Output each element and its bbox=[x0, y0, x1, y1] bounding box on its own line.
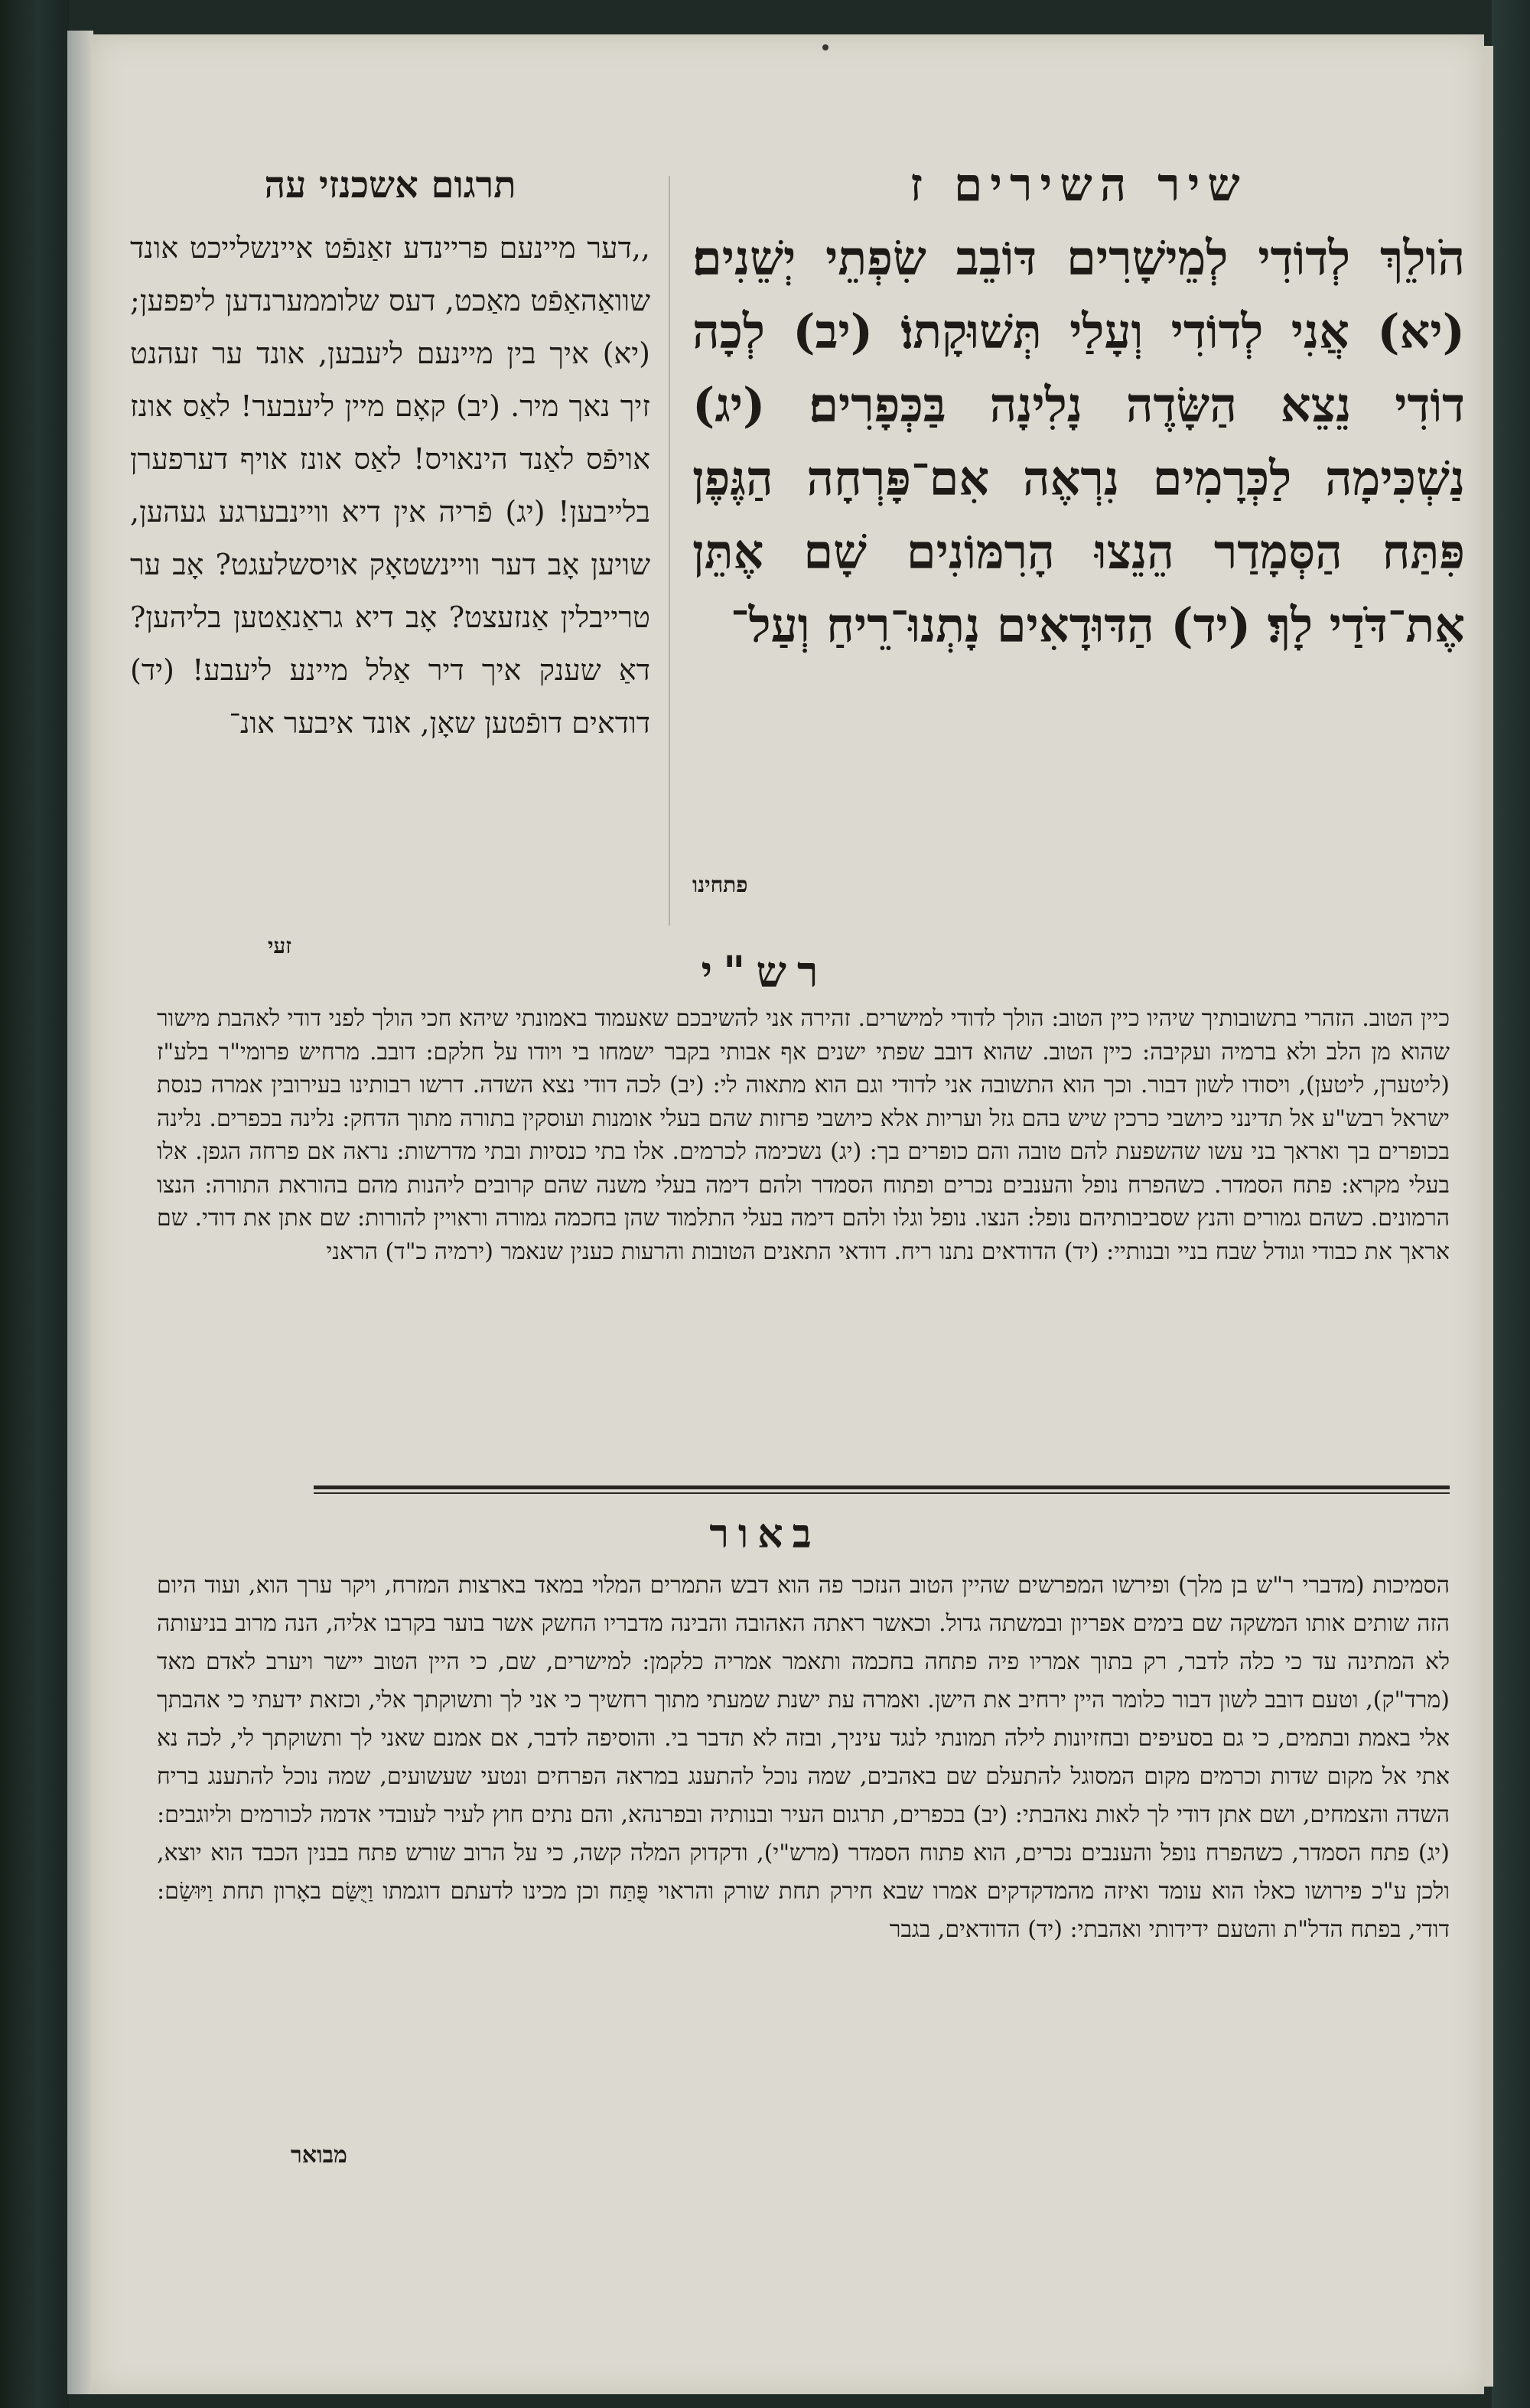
right-header: שיר השירים ז bbox=[910, 158, 1248, 212]
column-divider bbox=[669, 176, 670, 926]
section-rule bbox=[314, 1485, 1450, 1489]
ink-dot bbox=[822, 44, 828, 50]
book-cover-right bbox=[1492, 0, 1530, 2408]
bible-column bbox=[692, 153, 1465, 918]
book-cover-left bbox=[0, 0, 69, 2408]
right-catchword: פתחינו bbox=[692, 872, 748, 897]
section-rule-thin bbox=[314, 1492, 1450, 1494]
biur-title: באור bbox=[709, 1511, 821, 1557]
rashi-title: רש"י bbox=[701, 947, 829, 997]
rashi-commentary: כיין הטוב. הזהרי בתשובותיך שיהיו כיין הטוב: הולך לדודי למישרים. זהירה אני להשיבכם שאעמוד באמונתי שיהא חכי הולך לפני דודי לאהבת מישור שהוא מן הלב ולא ברמיה ועקיבה: כיין הטוב. שהוא דובב שפתי ישנים אף אבותי בקבר ישמחו בי ויודו על חלקם: דובב. מרחיש פרומי"ר בלע"ז (ליטערן, ליטען), ויסודו לשון דבור. וכך הוא התשובה אני לדודי וגם הוא מתאוה לי: (יב) לכה דודי נצא השדה. דרשו רבותינו בעירובין אמרה כנסת ישראל רבש"ע אל תדינני כיושבי כרכין שיש בהם גזל ועריות אלא כיושבי פרזות שהם בעלי אומנות ועוסקין בתורה מתוך הדחק: נלינה בכפרים. נלינה בכופרים בך ואראך בני עשו שהשפעת להם טובה והם כופרים בך: (יג) נשכימה לכרמים. אלו בתי כנסיות ובתי מדרשות: נראה אם פרחה הגפן. אלו בעלי מקרא: פתח הסמדר. כשהפרח נופל והענבים נכרים ופתוח הסמדר ולהם דימה בעלי משנה שהם קרובים ליהנות מהם בהוראת התורה: הנצו הרמונים. כשהם גמורים והנץ שסביבותיהם נופל: הנצו. נופל וגלו ולהם דימה בעלי התלמוד שהן בחכמה גמורה וראויין להורות: שם אתן את דודי. שם אראך את כבודי וגודל שבח בניי ובנותיי: (יד) הדודאים נתנו ריח. דודאי התאנים הטובות והרעות כענין שנאמר (ירמיה כ"ד) הראני bbox=[157, 1005, 1450, 1265]
left-catchword: זעי bbox=[268, 933, 291, 958]
translation-column bbox=[130, 153, 650, 949]
bottom-catchword: מבואר bbox=[291, 2142, 347, 2169]
page-edge bbox=[1484, 46, 1493, 2387]
biur-commentary: הסמיכות (מדברי ר"ש בן מלך) ופירשו המפרשים שהיין הטוב הנזכר פה הוא דבש התמרים המלוי במאד בארצות המזרח, ויקר ערך הוא, ועוד היום הזה שותים אותו המשקה שם בימים אפריון ובמשתה גדול. וכאשר ראתה האהובה והבינה מדבריו החשק אשר בוער בקרבו אליה, הנה מרוב בניעותה לא המתינה עד כי כלה לדבר, רק בתוך אמריו פיה פתחה בחכמה ותאמר אמריה כלקמן: למישרים, שם, כי היין הטוב יישר ויערב לאדם מאד (מרד"ק), וטעם דובב לשון דבור כלומר היין ירחיב את הישן. ואמרה עת ישנת שמעתי מתוך רחשיך כי אני לך ותשוקתך אלי, וכזאת ידעתי כי אהבתך אלי באמת ובתמים, כי גם בסעיפים ובחזיונות לילה תמונתי לנגד עיניך, ובזה לא תדבר בי. והוסיפה לדבר, אם אמנם שאני לך ותשוקתך לי, לכה נא אתי אל מקום שדות וכרמים מקום המסוגל להתעלם שם באהבים, שמה נוכל להתענג במראה הפרחים ונטעי שעשועים, שמה נוכל להתענג בריח השדה והצמחים, ושם אתן דודי לך לאות נאהבתי: (יב) בכפרים, תרגום העיר ובנותיה ובפרנהא, והם נתים חוץ לעיר לעובדי אדמה לכורמים וליוגבים: (יג) פתח הסמדר, כשהפרח נופל והענבים נכרים, הוא פתוח הסמדר (מרש"י), ודקדוק המלה קשה, כי על הרוב שורש פתח בבנין הכבד הוא יוצא, ולכן ע"כ פירושו כאלו הוא עומד ואיזה מהמדקדקים אמרו שבא חירק תחת שורק והראוי פֻּתַּח וכן מכינו לדעתם דוגמתו וַיֻּשַּׂם באָרון תחת וַיּוּשַׂם: דודי, בפתח הדל"ת והטעם ידידותי ואהבתי: (יד) הדודאים, בגבר bbox=[157, 1572, 1450, 1943]
book-gutter bbox=[67, 31, 93, 2394]
bible-text: הֹולֵךְ לְדוֹדִי לְמֵישָׁרִים דּוֹבֵב שִׂפְתֵי יְשֵׁנִים׃ (יא) אֲנִי לְדוֹדִי וְעָלַי תְּשׁוּקָתוֹ׃ (יב) לְכָה דוֹדִי נֵצֵא הַשָּׂדֶה נָלִינָה בַּכְּפָרִים׃ (יג) נַשְׁכִּימָה לַכְּרָמִים נִרְאֶה אִם־פָּרְחָה הַגֶּפֶן פִּתַּח הַסְּמָדַר הֵנֵצוּ הָרִמּוֹנִים שָׁם אֶתֵּן אֶת־דֹּדַי לָךְ׃ (יד) הַדּוּדָאִים נָתְנוּ־רֵיחַ וְעַל־ bbox=[692, 230, 1465, 653]
yiddish-translation: ,,דער מיינעם פריינדע זאַנפֿט איינשלייכט אונד שוואַהאַפֿט מאַכט, דעס שלוממערנדען ליפפען; (יא) איך בין מיינעם ליעבען, אונד ער זעהנט זיך נאך מיר. (יב) קאָם מיין ליעבער! לאַס אונז אויפֿס לאַנד הינאויס! לאַס אונז אויף דערפערן בלייבען! (יג) פֿריה אין דיא וויינבערגע געהען, שויען אָב דער וויינשטאָק אויסשלעגט? אָב ער טרייבלין אַנזעצט? אָב דיא גראַנאַטען בליהען? דאַ שענק איך דיר אַלל מיינע ליעבע! (יד) דודאים דופֿטען שאָן, אונד איבער אונ־ bbox=[130, 231, 650, 740]
left-header: תרגום אשכנזי עה bbox=[264, 164, 516, 207]
